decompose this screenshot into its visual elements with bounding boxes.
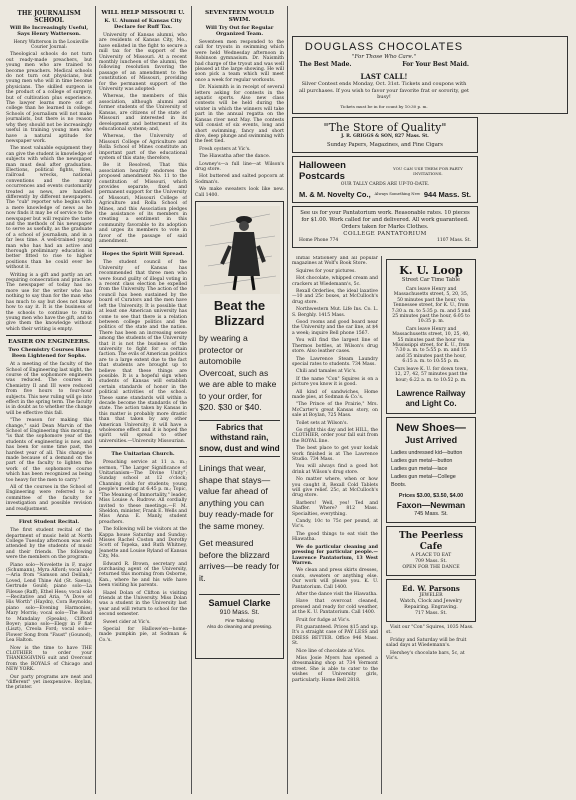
ad-body-2: Linings that wear, shape that stays—value far ahead of anything you can buy ready-made for the same money. [199, 463, 274, 531]
paragraph: Whereas, the University of Missouri College of Agriculture and Rolla School of Mines constitute an important part of the educational system of this state; therefore, [99, 134, 187, 161]
local-item: Fruit for fudge at Vic's. [296, 617, 351, 623]
ad-address: 944 Mass. St. [423, 189, 471, 199]
paragraph: Whereas, the members of this association, although alumni and former students of the University of Kansas, are citizens of the state of Missouri and interested in its development and betterment of its educational systems; and, [99, 94, 187, 132]
ad-body: Cars leave Henry and Massachusetts street, 10, 25, 40, 55 minutes past the hour via Mississippi street, for K. U., from 7:30 a. m. to 5:55 p. m. and 15 and 35 minutes past the hour, 6:15 a. m. to 10:55 p. m. [392, 326, 470, 365]
paragraph: The Hiawatha after the dance. [199, 154, 271, 160]
divider [6, 515, 92, 516]
ad-address: 1107 Mass. St. [437, 237, 471, 243]
peerless-cafe-ad [386, 526, 476, 576]
local-item: Candy, 10c to 75c per pound, at Vic's. [292, 519, 378, 530]
local-item: Chili and tamales at Vic's. [296, 369, 357, 375]
local-item: Rexall Orderlies, the ideal laxative—10 and 25c boxes, at McCulloch's drug store. [292, 289, 378, 305]
paragraph: Piano solo—Novelette in F, major (Schumann), Myra Alford; vocal solo—Aria from "Samson and Delilah," Loved, Lend Thine Aid (St. Saens), Gertrude Gould; piano solo—La Fileuse (Raff), Ethel Hess; vocal solo—Recitative and Aria, "A Dove of His Worth" (Haydn), Cora Reynolds; piano solo—Evening Harmonies, Mary Morris; vocal solo—The Road to Mandalay (Speaks), Clifford Boyer; piano solo—Elegy in F flat (Liszt), Creola Ford; vocal solo—Flower Song from "Faust" (Gounod), Lea Halton. [6, 562, 92, 644]
ad-title: Halloween Postcards [299, 159, 346, 182]
paragraph: The following will be visitors at the Kappa house Saturday and Sunday: Misses Rachel Coston and Dorothy Scott of Topeka, and Ruth Whitney, Jeanette and Louise Ryland of Kansas City, Mo. [99, 527, 187, 560]
ad-tag: Sunday Papers, Magazines, and Fine Cigars [327, 141, 443, 148]
paragraph: All of the courses in the School of Engineering were referred to a committee of the faculty for investigation and possible revision and readjustment. [6, 485, 92, 512]
ad-note: Tickets must be in for count by 10:30 p. m. [340, 103, 428, 109]
ad-owner: J. R. GRIGGS & SON, 827 Mass. St. [341, 133, 429, 139]
ad-tagline-left: The Best Made. [299, 61, 352, 68]
subheadline: Will Try Out for Regular Organized Team. [205, 25, 274, 37]
column-2 [99, 8, 187, 794]
local-item: The good things to eat visit the Hiawatha. [292, 531, 378, 543]
local-item: Miss Josie Myers has opened a dressmaking shop at 734 Vermont street. She is able to cater to the wishes of University girls, particularly. Home Bell 2818. [292, 656, 378, 683]
local-item: "The Prince of the Prairie," Mrs. McCarter's great Kansas story, on sale at Boylan, 725 Mass. [292, 402, 378, 419]
headline: Hopes the Spirit Will Spread. [101, 251, 185, 258]
paragraph: We make sweaters look like new. Call 1400. [195, 187, 284, 198]
paragraph: "The reason for making this change," said Dean Marvin of the School of Engineering this morning, "is that the sophomore year of the students of engineering is now, and has been for some time past, the hardest year of all. This change is made because of a demand on the part of the faculty to lighten the work of the sophomore course which has been recognized as being too heavy for the men to carry." [6, 418, 92, 483]
parsons-jeweler-ad [386, 579, 476, 622]
ad-body: Watch, Clock and Jewelry Repairing. Engraving. [399, 598, 463, 610]
local-item: Nice line of chocolate at Vics. [296, 648, 366, 654]
ad-address: 910 Mass. St. [219, 609, 260, 617]
ad-body: See us for your Pantatorium work. Reasonable rates. 10 pieces for $1.00. Work called for and delivered. All work guaranteed. Orders taken for Marks Clothes. [300, 209, 470, 230]
ad-company: Lawrence Railway and Light Co. [396, 388, 466, 408]
local-item: We clean and press skirts dresses, coats, sweaters or anything else. Our work will please you. K. U. Pantatorium. Call 1400. [292, 568, 378, 590]
ads-top-right [292, 8, 568, 260]
shoe-item: Ladies gun metal—College Boots. [391, 473, 456, 488]
griggs-store-ad [292, 117, 478, 153]
local-item: All kind of sandwiches, Home made pies, at Sodman & Co.'s. [292, 389, 378, 400]
local-item: Friday and Saturday will be fruit salad days at Wiedemann's. [386, 637, 467, 649]
paragraph: Be it Resolved, That this association heartily endorses the proposed amendment No. 11 to the constitution of Missouri, which provides separate, fixed and permanent support for the University of Missouri, Missouri College of Agriculture and Rolla School of Mines, and this Association pledges the assistance of its members in creating a sentiment in this community favorable to its adoption and urges its members to vote in favor of the passage of said amendment. [99, 163, 187, 245]
ad-sub: Street Car Time Table [401, 277, 461, 283]
paragraph: Seventeen men responded to the call for tryouts in swimming which were held Wednesday afternoon in Robinson gymnasium. Dr. Naismith had charge of the tryout and was well pleased at the large showing. He will soon pick a team which will meet once a week for regular workouts. [195, 40, 284, 83]
ad-prices: Prices $3.00, $3.50, $4.00 [398, 492, 464, 499]
clarke-tailor-ad [195, 201, 284, 659]
paragraph: The student council of the University of Kansas has recommended that three men who were found guilty of illegal voting in a recent class election be expelled from the University. The action of the council has been sustained by the board of Curators and the men have left the University. It is possible that at least one American university has come to see that there is a relation between college politics and the politics of the state and the nation. There has been an increasing sense among the students of the University that it is not the business of the university to fight for a certain faction. The evils of American politics are to a large extent due to the fact that students are brought up to believe that these things are possible. It is a hopeful sign when students of Kansas will establish certain standards of honor in the political activities of the school. These same standards will within a decade become the standards of the state. The action taken by Kansas in this matter is probably more drastic than that taken by any other American University; it will have a wholesome effect and it is hoped the spirit will spread to other universities.—University Missourian. [99, 260, 187, 444]
douglass-chocolates-ad [292, 36, 568, 114]
masthead: THE JOURNALISM SCHOOL [17, 10, 81, 24]
headline: EASIER ON ENGINEERS. [8, 339, 90, 346]
local-item: The Lawrence Steam Laundry special rates to students. 734 Mass. [292, 356, 378, 367]
local-item: Have that overcoat cleaned, pressed and ready for cold weather, at the K. U. Pantatorium. Call 1400. [292, 599, 378, 616]
ad-side: YOU CAN USE THEM FOR PARTY INVITATIONS. [392, 165, 463, 176]
ad-body: by wearing a protector or automobile Overcoat, such as we are able to make to your order, for $20. $30 or $40. [199, 333, 277, 413]
local-item: Squires for your pictures. [296, 268, 356, 274]
ad-title: DOUGLASS CHOCOLATES [304, 41, 464, 53]
column-rule [287, 6, 288, 794]
headline: First Student Recital. [18, 519, 80, 526]
ad-body: Silver Contest ends Monday, Oct. 31st. Tickets and coupons with all purchases. If you wish to favor your favorite frat or sorority, get busy! [299, 81, 469, 100]
ad-subtitle: LAST CALL! [360, 72, 408, 81]
ad-address: 717 Mass. St. [415, 610, 447, 616]
divider [99, 447, 187, 448]
divider [199, 594, 280, 595]
local-item: Northwestern Mut. Life Ins. Co. L. S. Berghly. 1415 Mass. [292, 307, 378, 318]
paragraph: Special for Hallowe'en—home-made pumpkin pie, at Sodman & Co.'s. [99, 627, 187, 643]
local-item: Hershey's chocolate bars, 5c, at Vic's. [386, 650, 465, 661]
headline: SEVENTEEN WOULD SWIM. [204, 10, 274, 23]
column-6-ads [386, 256, 568, 792]
local-item: Initial Stationery and all popular magazines at Wolf's Book Store. [292, 256, 378, 267]
paragraph: University of Kansas alumni, who are residents of Kansas City, Mo., have enlisted in the fight to secure a mill tax for the support of the University of Missouri. At a recent monthly luncheon of the alumni, the following resolution favoring the passage of an amendment to the constitution of Missouri, providing for the permanent support of the University was adopted: [99, 33, 187, 93]
ad-band: Fabrics that withstand rain, snow, dust and wind [199, 420, 280, 458]
ad-body: Cars leave Henry and Massachusetts street, 5, 20, 35, 50 minutes past the hour, via Tennessee street, for K. U., from 7:30 a. m. to 5:35 p. m. and 5 and 25 minutes past the hour, 6:05 to 10:35 p. m. [391, 287, 471, 325]
headline: The Unitarian Church. [111, 451, 175, 458]
column-rule [95, 6, 96, 794]
paragraph: Now is the time to have THE CLOTHIER to order your THANKSGIVING suit and Overcoat from the ROYALS of Chicago and NEW YORK. [6, 645, 92, 673]
halloween-postcards-ad [292, 156, 478, 203]
local-item: We do particular cleaning and pressing for particular people.—Lawrence Pantatorium, 13 West Warren. [292, 544, 378, 566]
paragraph: The most valuable equipment they can give the student is knowledge of subjects with which the newspaper man must deal after graduation. Elections, political fights, fires, railroad wrecks, national conventions and the many occurrences and events customarily treated as news, are handled differently by different newspapers. The "cub" reporter who begins with a mere knowledge of news as he now finds it may be of service to the newspaper but will require the taste and the methods of his newspaper to serve as usefully, as the graduate of a school of journalism, and in a far less time. A well-trained young man who has had an active and thorough preliminary education is better fitted to rise to higher positions than he could ever be without it. [6, 146, 92, 271]
paragraph: Hot buttered and salted popcorn at Sodman's. [195, 174, 284, 185]
ad-company: M. & M. Novelty Co., [299, 189, 371, 199]
column-1 [6, 8, 92, 794]
paragraph: Edward R. Brown, secretary and purchasing agent of the University, returned this morning from Osborne, Kan., where he and his wife have been visiting his parents. [99, 561, 187, 589]
ad-title: Ed. W. Parsons [402, 583, 460, 593]
overcoat-man-illustration [200, 206, 280, 294]
ad-body: Cars leave K. U. for down town, 12, 27, 42, 57 minutes past the hour; 6:22 a. m. to 10:52 p. m. [394, 366, 468, 383]
paragraph: Theological schools do not turn out ready-made preachers, but young men who are trained to become preachers. Medical schools do not turn out physicians, but young men who will in time become physicians. The skilled surgeon is the product of a college of surgery, but of cultivation plus experience. The lawyer learns more out of college than he learned in college. Schools of journalism will not make journalists, but there is no reason why they should not be increasingly useful in training young men who have a natural aptitude for newspaper work. [6, 52, 92, 144]
headline: Will Be Increasingly Useful, Says Henry Watterson. [9, 25, 89, 37]
ku-loop-ad [386, 259, 476, 414]
ad-tagline-right: For Your Best Maid. [402, 61, 469, 68]
ad-sub: A PLACE TO EAT [410, 552, 452, 558]
divider [99, 247, 187, 248]
ad-sub: OUR TALLY CARDS ARE UP-TO-DATE. [340, 181, 430, 187]
ad-title: "The Store of Quality" [323, 120, 447, 134]
ad-phone: Home Phone 774 [299, 237, 339, 243]
column-rule [191, 6, 192, 794]
local-item: Go right this day and let HILL, the CLOTHIER, order your fall suit from the ROYAL line. [292, 427, 378, 444]
paragraph: Our party programs are neat and "different" yet inexpensive. Boylan, the printer. [6, 674, 92, 691]
local-item: Toilet sets at Wilson's. [296, 420, 348, 426]
divider [6, 335, 92, 336]
ad-title: The Peerless Cafe [398, 530, 464, 552]
paragraph: At a meeting of the faculty of the School of Engineering last night, the course of the sophomore engineers was reduced. The courses in Chemistry II and III were reduced from five hours to four-hour subjects. This new ruling will go into effect in the spring term. The faculty is in doubt as to whether the change will be effective this fall. [6, 362, 92, 416]
local-item: Good rooms and good board near the University and the car line, at $4 a week; inquire Bell phone 1567. [292, 320, 378, 336]
ad-sub: Just Arrived [404, 434, 458, 445]
ad-address: 709 Mass. St. [415, 558, 447, 564]
paragraph: Hazel Dolan of Clifton is visiting friends at the University. Miss Dolan was a student in the University last year and will return to school for the second semester. [99, 590, 187, 618]
ad-tagline [299, 61, 469, 69]
ad-sub: JEWELER [419, 592, 443, 598]
local-item: The best place to get your kodak work finished is at The Lawrence Studio. 734 Mass. [292, 446, 378, 462]
local-item: If the name "Con" Squires is on a picture you know it is good. [292, 376, 378, 388]
local-item: Barbers! Well, yes! Ted and Shaffer. Where? 812 Mass. Specialties, everything. [292, 500, 378, 517]
column-rule [381, 256, 382, 794]
ad-footer: Also do cleaning and pressing. [206, 625, 273, 631]
ad-note: OPEN FOR THE DANCE [402, 564, 460, 570]
subheadline: K. U. Alumni of Kansas City Declare for Ruff Tax. [104, 18, 182, 30]
ad-headline: Beat the Blizzard [213, 298, 266, 329]
ad-address: 745 Mass. St. [414, 510, 448, 517]
paragraph: Lowney's—a full line—at Wilson's drug store. [195, 161, 284, 172]
ad-name: COLLEGE PANTATORIUM [343, 230, 427, 237]
shoes-ad [386, 417, 476, 523]
paragraph: Preaching service at 11 a. m.; sermon, "The Larger Significance of Unitarianism—The Divine Unity"; Sunday school at 12 o'clock; Channing club for students; young people's meeting at 6:45 p. m.; Topic, "The Meaning of Immortality," leader, Miss Louise A. Rudrow. All cordially invited to these meetings.—F. M. Sheldon, minister, Frank E. Wells and Miss Anna E. Manly, student preachers. [99, 460, 187, 525]
local-item: Hot chocolate, whipped cream and crackers at Wiedemann's, 5c. [292, 276, 378, 287]
subheadline: Two Chemistry Courses Have Been Lightened for Sophs. [8, 347, 90, 360]
paragraph: Writing is a gift and partly an art requiring consecration and practice. The newspaper of today has no more use for the writer who has nothing to say than for the man who has much to say but does not know how to say it. It is the business of the schools to continue to train young men who have the gift, and to give them the knowledge without which their writing is empty. [6, 272, 92, 332]
paragraph: Dr. Naismith is in receipt of several letters asking for contests in the aquatic sports. Also new class contests will be held during the winter in which the winners will take part in the annual regatta on the Kansas river next May. The contests will consist of six events, long and short swimming, fancy and short dive, deep plunge and swimming with the feet tied. [195, 85, 284, 145]
shoe-item: Ladies undressed kid—button [391, 449, 463, 456]
column-5-locals [292, 256, 378, 792]
intro: Henry Watterson in the Louisville Courier Journal: [13, 40, 89, 51]
paragraph: The first student recital of the department of music held at North College Tuesday afternoon was well attended by the students of music and their friends. The following were the members on the program: [6, 528, 92, 561]
pantatorium-ad [292, 206, 478, 248]
headline: WILL HELP MISSOURI U. [101, 10, 185, 16]
local-item: Visit our "Con" Squires, 1035 Mass. st. [386, 624, 474, 636]
ad-footer: Fine Tailoring [225, 619, 254, 625]
local-item: You will find the largest line of Thermos bottles, at Wilson's drug store. Also leather cases. [292, 338, 378, 355]
column-3 [195, 8, 284, 794]
ad-title: New Shoes— [396, 421, 466, 434]
local-item: After the dance visit the Hiawatha. [296, 591, 378, 597]
ad-company: Faxon—Newman [396, 499, 466, 510]
local-item: You will always find a good hot drink at Wilson's drug store. [292, 464, 378, 475]
ad-slogan: "For Those Who Care." [352, 54, 416, 60]
paragraph: Fresh oysters at Vic's. [199, 146, 251, 152]
ad-body-3: Get measured before the blizzard arrives—be ready for it. [199, 538, 280, 583]
local-item: Fit guaranteed. Prices $15 and up. It's a straight case of PAY LESS and DRESS BETTER. Office 946 Mass. St. [292, 624, 378, 647]
shoe-item: Ladies gun metal—button [391, 457, 453, 464]
local-item: No matter where, when or how you caught it, Rexall Cold Tablets will give relief. 25c, at McCulloch's drug store. [292, 477, 378, 499]
shoe-item: Ladies gun metal—lace [391, 465, 448, 472]
paragraph: Sweet cider at Vic's. [103, 619, 151, 625]
ad-title: K. U. Loop [399, 264, 463, 277]
ad-name: Samuel Clarke [208, 598, 271, 609]
ad-mid: Always Something New [374, 191, 421, 197]
